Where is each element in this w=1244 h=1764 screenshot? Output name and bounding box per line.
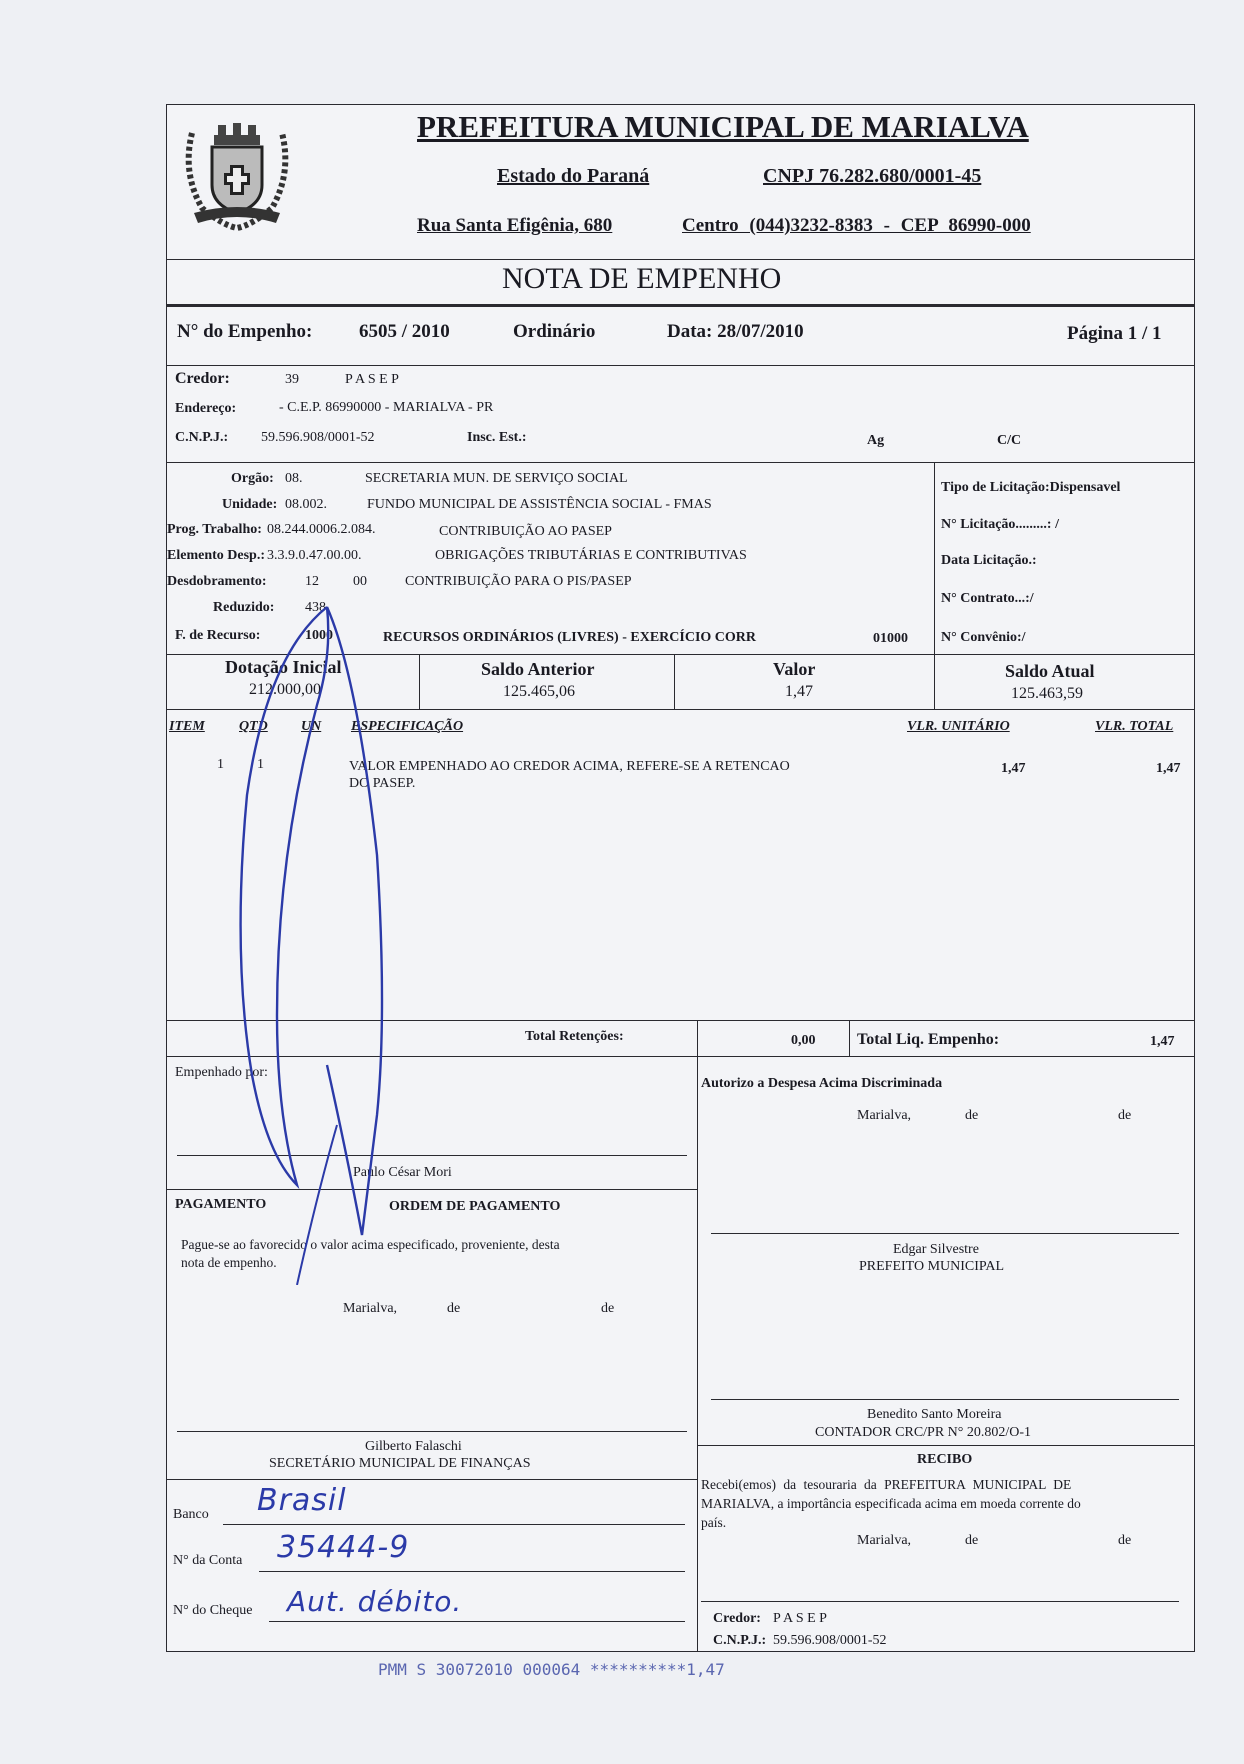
pagamento-place: Marialva, bbox=[343, 1301, 398, 1316]
reduzido-value: 438 bbox=[305, 600, 326, 615]
elemento-code: 3.3.9.0.47.00.00. bbox=[267, 548, 362, 563]
autorizo-place: Marialva, bbox=[857, 1108, 912, 1123]
recibo-text-3: país. bbox=[701, 1515, 727, 1530]
col-especificacao: ESPECIFICAÇÃO bbox=[351, 719, 464, 734]
pagamento-text-1: Pague-se ao favorecido o valor acima especificado, proveniente, desta bbox=[181, 1237, 560, 1252]
credor-cnpj: 59.596.908/0001-52 bbox=[261, 430, 375, 445]
accountant-title: CONTADOR CRC/PR N° 20.802/O-1 bbox=[815, 1425, 1032, 1440]
pagamento-de-1: de bbox=[447, 1301, 461, 1316]
dotacao-label: Dotação Inicial bbox=[225, 657, 342, 677]
unidade-label: Unidade: bbox=[222, 497, 278, 512]
footer-credor-label: Credor: bbox=[713, 1611, 761, 1626]
autorizo-de-2: de bbox=[1118, 1108, 1132, 1123]
prog-code: 08.244.0006.2.084. bbox=[267, 522, 376, 537]
state-name: Estado do Paraná bbox=[497, 165, 650, 187]
credor-address: - C.E.P. 86990000 - MARIALVA - PR bbox=[279, 400, 494, 415]
empenho-number: 6505 / 2010 bbox=[359, 321, 450, 342]
reduzido-label: Reduzido: bbox=[213, 600, 275, 615]
empenho-label: N° do Empenho: bbox=[177, 321, 313, 342]
empenhado-name: Paulo César Mori bbox=[353, 1165, 452, 1180]
prog-name: CONTRIBUIÇÃO AO PASEP bbox=[439, 524, 612, 539]
cheque-label: N° do Cheque bbox=[173, 1603, 253, 1618]
saldo-anterior-value: 125.465,06 bbox=[503, 683, 575, 700]
pagamento-text-2: nota de empenho. bbox=[181, 1255, 277, 1270]
total-liquido-value: 1,47 bbox=[1150, 1034, 1175, 1049]
credor-name: P A S E P bbox=[345, 372, 399, 387]
mayor-name: Edgar Silvestre bbox=[893, 1242, 979, 1257]
item-qtd: 1 bbox=[257, 757, 264, 772]
empenhado-label: Empenhado por: bbox=[175, 1065, 268, 1080]
numero-contrato: N° Contrato...:/ bbox=[941, 591, 1034, 606]
pagamento-de-2: de bbox=[601, 1301, 615, 1316]
finance-secretary-name: Gilberto Falaschi bbox=[365, 1439, 462, 1454]
desdobramento-code: 12 bbox=[305, 574, 319, 589]
item-desc-line-1: VALOR EMPENHADO AO CREDOR ACIMA, REFERE-SE A RETENCAO bbox=[349, 759, 790, 774]
page-number: Página 1 / 1 bbox=[1067, 323, 1162, 344]
banco-label: Banco bbox=[173, 1507, 209, 1522]
orgao-name: SECRETARIA MUN. DE SERVIÇO SOCIAL bbox=[365, 471, 628, 486]
item-desc-line-2: DO PASEP. bbox=[349, 776, 416, 791]
autorizo-de-1: de bbox=[965, 1108, 979, 1123]
empenho-date: Data: 28/07/2010 bbox=[667, 321, 804, 342]
recurso-name: RECURSOS ORDINÁRIOS (LIVRES) - EXERCÍCIO CORR bbox=[383, 630, 756, 645]
recibo-text-1: Recebi(emos) da tesouraria da PREFEITURA MUNICIPAL DE bbox=[701, 1477, 1072, 1492]
page-title: PREFEITURA MUNICIPAL DE MARIALVA bbox=[417, 109, 1029, 144]
autorizo-text: Autorizo a Despesa Acima Discriminada bbox=[701, 1076, 943, 1091]
endereco-label: Endereço: bbox=[175, 401, 237, 416]
recibo-de-1: de bbox=[965, 1533, 979, 1548]
valor-value: 1,47 bbox=[785, 683, 813, 700]
insc-est-label: Insc. Est.: bbox=[467, 430, 527, 445]
elemento-label: Elemento Desp.: bbox=[167, 548, 265, 563]
street-address: Rua Santa Efigênia, 680 bbox=[417, 215, 613, 236]
credor-label: Credor: bbox=[175, 370, 230, 387]
recibo-label: RECIBO bbox=[917, 1452, 973, 1467]
recibo-text-2: MARIALVA, a importância especificada acima em moeda corrente do bbox=[701, 1496, 1081, 1511]
elemento-name: OBRIGAÇÕES TRIBUTÁRIAS E CONTRIBUTIVAS bbox=[435, 548, 747, 563]
total-retencoes-value: 0,00 bbox=[791, 1033, 816, 1048]
recibo-de-2: de bbox=[1118, 1533, 1132, 1548]
coat-of-arms-icon bbox=[172, 113, 302, 235]
col-qtd: QTD bbox=[239, 719, 268, 734]
desdobramento-name: CONTRIBUIÇÃO PARA O PIS/PASEP bbox=[405, 574, 632, 589]
handwritten-loop-mark bbox=[207, 595, 387, 1285]
unidade-code: 08.002. bbox=[285, 497, 327, 512]
saldo-atual-value: 125.463,59 bbox=[1011, 685, 1083, 702]
mayor-title: PREFEITO MUNICIPAL bbox=[859, 1259, 1005, 1274]
numero-convenio: N° Convênio:/ bbox=[941, 630, 1026, 645]
cheque-handwritten: Aut. débito. bbox=[287, 1585, 463, 1618]
total-liquido-label: Total Liq. Empenho: bbox=[857, 1031, 1000, 1048]
recurso-code-2: 01000 bbox=[873, 631, 908, 646]
recibo-place: Marialva, bbox=[857, 1533, 912, 1548]
desdobramento-label: Desdobramento: bbox=[167, 574, 267, 589]
valor-label: Valor bbox=[773, 659, 816, 679]
accountant-name: Benedito Santo Moreira bbox=[867, 1407, 1002, 1422]
footer-cnpj-label: C.N.P.J.: bbox=[713, 1633, 767, 1648]
dotacao-value: 212.000,00 bbox=[249, 681, 321, 698]
ordem-pagamento-label: ORDEM DE PAGAMENTO bbox=[389, 1199, 561, 1214]
credor-code: 39 bbox=[285, 372, 299, 387]
agencia-label: Ag bbox=[867, 433, 885, 448]
address-contact: Centro (044)3232-8383 - CEP 86990-000 bbox=[682, 215, 1031, 236]
saldo-atual-label: Saldo Atual bbox=[1005, 661, 1095, 681]
recurso-label: F. de Recurso: bbox=[175, 628, 261, 643]
cnpj-label: C.N.P.J.: bbox=[175, 430, 229, 445]
footer-credor-name: P A S E P bbox=[773, 1611, 827, 1626]
col-un: UN bbox=[301, 719, 322, 734]
pagamento-label: PAGAMENTO bbox=[175, 1197, 267, 1212]
footer-cnpj-value: 59.596.908/0001-52 bbox=[773, 1633, 887, 1648]
prog-label: Prog. Trabalho: bbox=[167, 522, 262, 537]
city-cnpj: CNPJ 76.282.680/0001-45 bbox=[763, 165, 982, 187]
numero-licitacao: N° Licitação.........: / bbox=[941, 517, 1059, 532]
recurso-code: 1000 bbox=[305, 628, 333, 643]
conta-handwritten: 35444-9 bbox=[277, 1530, 410, 1565]
unidade-name: FUNDO MUNICIPAL DE ASSISTÊNCIA SOCIAL - FMAS bbox=[367, 497, 712, 512]
conta-corrente-label: C/C bbox=[997, 433, 1022, 448]
data-licitacao: Data Licitação.: bbox=[941, 553, 1037, 568]
col-item: ITEM bbox=[169, 719, 205, 734]
tipo-licitacao: Tipo de Licitação:Dispensavel bbox=[941, 480, 1121, 495]
col-vlr-total: VLR. TOTAL bbox=[1095, 719, 1174, 734]
item-number: 1 bbox=[217, 757, 224, 772]
empenho-type: Ordinário bbox=[513, 321, 596, 342]
nota-de-empenho-form bbox=[166, 104, 1195, 1652]
orgao-label: Orgão: bbox=[231, 471, 274, 486]
conta-label: N° da Conta bbox=[173, 1553, 243, 1568]
payment-stamp: PMM S 30072010 000064 **********1,47 bbox=[378, 1660, 725, 1679]
desdobramento-code-2: 00 bbox=[353, 574, 367, 589]
finance-secretary-title: SECRETÁRIO MUNICIPAL DE FINANÇAS bbox=[269, 1456, 531, 1471]
item-vlr-unitario: 1,47 bbox=[1001, 761, 1026, 776]
banco-handwritten: Brasil bbox=[257, 1483, 347, 1518]
total-retencoes-label: Total Retenções: bbox=[525, 1029, 624, 1044]
saldo-anterior-label: Saldo Anterior bbox=[481, 659, 595, 679]
orgao-code: 08. bbox=[285, 471, 303, 486]
document-title: NOTA DE EMPENHO bbox=[502, 262, 782, 295]
item-vlr-total: 1,47 bbox=[1156, 761, 1181, 776]
col-vlr-unitario: VLR. UNITÁRIO bbox=[907, 719, 1010, 734]
